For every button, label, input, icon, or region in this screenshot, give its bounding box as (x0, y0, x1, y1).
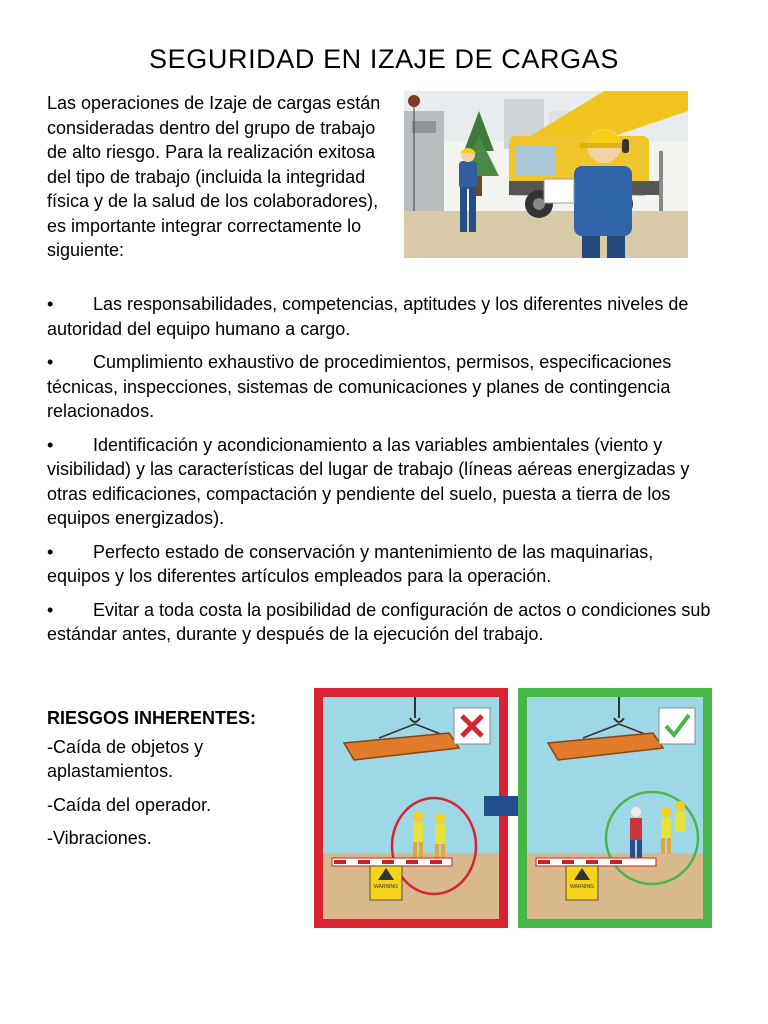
check-icon (659, 708, 695, 744)
intro-paragraph: Las operaciones de Izaje de cargas están consideradas dentro del grupo de trabajo de alto riesgo. Para la realización exitosa del tipo de trabajo (incluida la integridad física y de la salud de los colaboradores), es importante integrar correctamente lo siguiente: (47, 93, 381, 260)
correct-practice-panel (518, 688, 712, 928)
list-item: • Identificación y acondicionamiento a las variables ambientales (viento y visibilidad) y las características del lugar de trabajo (líneas aéreas energizadas y otras edificaciones, compactación y pendiente del suelo, puesta a tierra de los equipos energizados). (47, 434, 690, 528)
svg-text:WARNING: WARNING (570, 884, 594, 890)
crane-worker-illustration (404, 91, 688, 258)
risk-item: -Caída de objetos y aplastamientos. (47, 736, 204, 781)
risks-section (47, 706, 317, 860)
bullet-icon: • (47, 541, 54, 562)
risk-item: -Caída del operador. (47, 794, 212, 815)
warning-sign-icon (566, 866, 598, 900)
risks-heading: RIESGOS INHERENTES: (47, 708, 257, 728)
list-item: • Perfecto estado de conservación y mantenimiento de las maquinarias, equipos y los diferentes artículos empleados para la operación. (47, 541, 654, 586)
requirements-list (47, 292, 717, 656)
bullet-icon: • (47, 352, 54, 372)
bullet-icon: • (47, 434, 54, 455)
list-item: • Las responsabilidades, competencias, aptitudes y los diferentes niveles de autoridad del equipo humano a cargo. (47, 294, 689, 339)
warning-sign-icon (370, 866, 402, 900)
list-item: • Cumplimiento exhaustivo de procedimientos, permisos, especificaciones técnicas, inspecciones, sistemas de comunicaciones y planes de contingencia relacionados. (47, 352, 672, 421)
risk-item: -Vibraciones. (47, 828, 152, 848)
lifting-safety-comparison (314, 688, 712, 928)
wrong-practice-panel (314, 688, 508, 928)
svg-text:WARNING: WARNING (374, 884, 398, 890)
cross-icon (454, 708, 490, 744)
bullet-icon: • (47, 294, 54, 314)
list-item: • Evitar a toda costa la posibilidad de configuración de actos o condiciones sub estándar antes, durante y después de la ejecución del trabajo. (47, 599, 711, 644)
bullet-icon: • (47, 599, 54, 620)
page-title: SEGURIDAD EN IZAJE DE CARGAS (149, 44, 619, 74)
